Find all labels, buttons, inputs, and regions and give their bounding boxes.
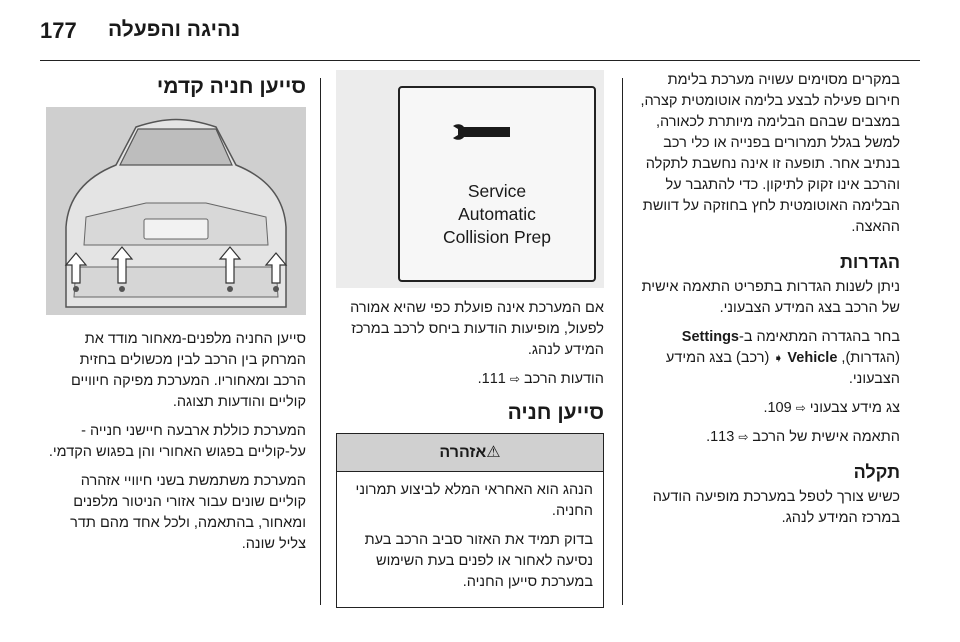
reference-vehicle-personalization[interactable]: התאמה אישית של הרכב ⇨ 113. [706,429,900,445]
sensors-paragraph: המערכת כוללת ארבעה חיישני חנייה -על-קוליים בפגוש האחורי והן בפגוש הקדמי. [48,423,306,460]
settings-heading: הגדרות [840,252,900,272]
page-ref-arrow-icon: ⇨ [509,372,520,386]
front-parking-assist-heading: סייען חניה קדמי [156,75,306,98]
reference-vehicle-messages[interactable]: הודעות הרכב ⇨ 111. [477,371,604,387]
emergency-braking-paragraph: במקרים מסוימים עשויה מערכת בלימת חירום פעילה לבצע בלימה אוטומטית קצרה, במצבים שבהם הבלימה מיותרת לכאורה, למשל בגלל תמרורים בפנייה או כלי רכב בנתיב אחר. תופעה זו אינה נחשבת לתקלה והרכב אינו זקוק לתיקון. כדי להתגבר על הבלימה האוטומטית לחץ בחוזקה על דוושת ההאצה. [640,72,900,235]
display-message: Service Automatic Collision Prep [443,181,551,247]
page-number: 177 [40,18,77,43]
car-rear-icon [46,107,306,315]
middle-column [336,70,604,608]
front-rear-parking-paragraph: סייען החניה מלפנים-מאחור מודד את המרחק בין הרכב לבין מכשולים בחזית הרכב ומאחוריו. המערכת מפיקה חיוויים קוליים והודעות תצוגה. [71,331,306,410]
page-ref-arrow-icon: ⇨ [738,430,749,444]
reference-color-info-display[interactable]: צג מידע צבעוני ⇨ 109. [763,400,900,416]
section-title: נהיגה והפעלה [108,18,241,41]
settings-word: Settings [681,329,739,345]
header-rule [40,60,920,61]
settings-paragraph-1: ניתן לשנות הגדרות בתפריט התאמה אישית של הרכב בצג המידע הצבעוני. [641,279,900,316]
display-illustration-frame [336,70,604,288]
fault-heading: תקלה [853,462,900,482]
wrench-icon [450,122,514,144]
column-divider-left [320,78,321,605]
vehicle-word: Vehicle [787,350,838,366]
right-column [636,70,900,537]
warning-body [337,472,603,607]
fault-paragraph: כשיש צורך לטפל במערכת מופיעה הודעה במרכז המידע לנהג. [652,489,900,526]
car-rear-sensors-illustration [46,107,306,315]
column-divider-right [622,78,623,605]
system-message-paragraph: אם המערכת אינה פועלת כפי שהיא אמורה לפעול, מופיעות הודעות ביחס לרכב במרכז המידע לנהג. [350,300,604,358]
warning-box [336,433,604,608]
left-column [44,70,306,563]
warning-triangle-icon: ⚠ [486,444,501,461]
page-header [40,14,920,48]
driver-info-display-illustration [398,86,596,282]
warning-signals-paragraph: המערכת משתמשת בשני חיוויי אזהרה קוליים שונים עבור אזורי הניטור מלפנים ומאחור, בהתאמה, ולכל אחד מהם תדר צליל שונה. [70,473,306,552]
warning-paragraph-1: הנהג הוא האחראי המלא לביצוע תמרוני החניה. [355,482,593,519]
warning-header: ⚠אזהרה [337,434,603,472]
vehicle-arrow-icon: ➧ [773,351,784,365]
warning-paragraph-2: בדוק תמיד את האזור סביב הרכב בעת נסיעה לאחור או לפנים בעת השימוש במערכת סייען החניה. [364,532,593,590]
page-ref-arrow-icon: ⇨ [795,401,806,415]
settings-paragraph-2: בחר בהגדרה המתאימה ב-Settings (הגדרות), Vehicle ➧ (רכב) בצג המידע הצבעוני. [665,329,900,387]
parking-assist-heading: סייען חניה [507,401,604,424]
